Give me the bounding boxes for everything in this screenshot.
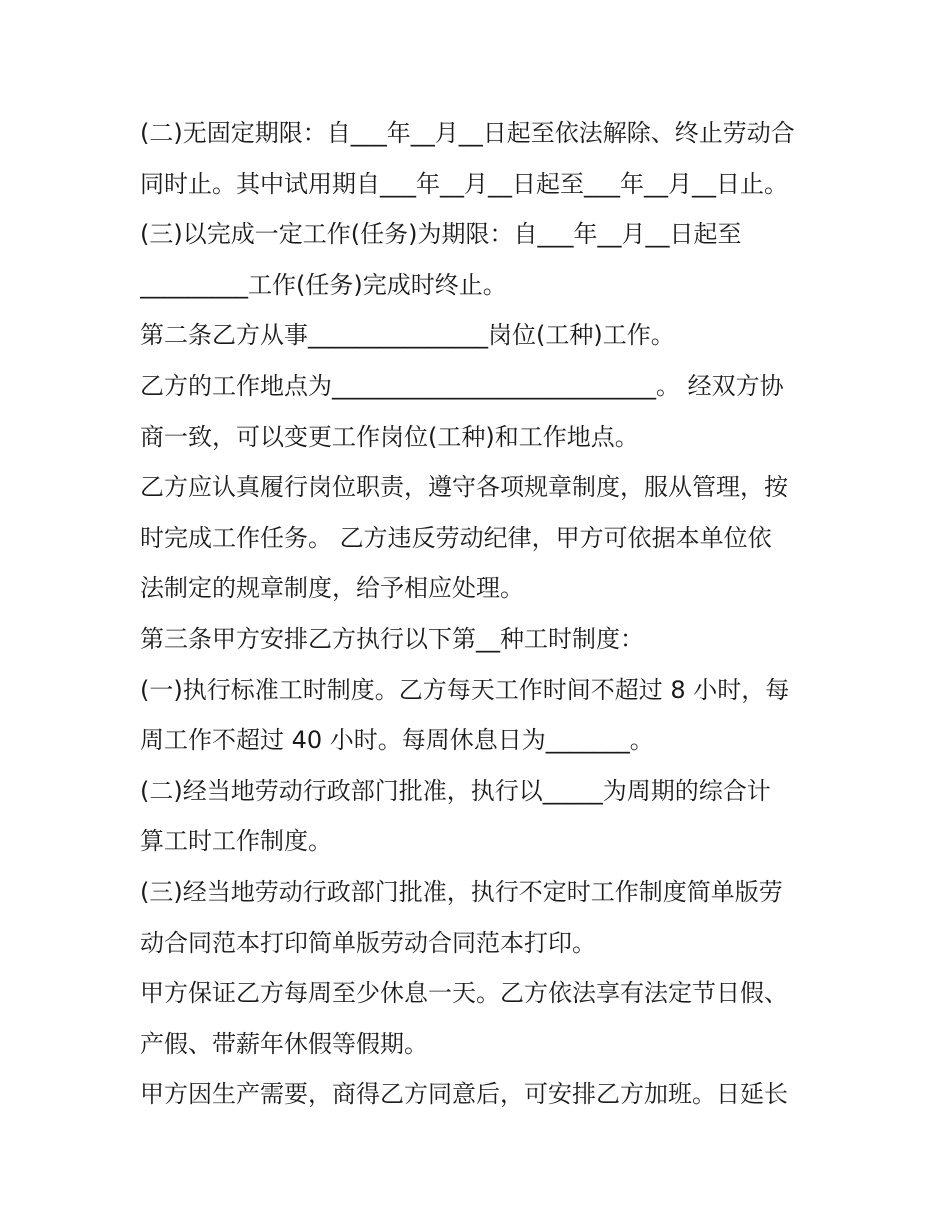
text-line: 周工作不超过 40 小时。每周休息日为_______。 [140, 726, 654, 755]
text-line: 第二条乙方从事_______________岗位(工种)工作。 [140, 321, 675, 350]
text-line: _________工作(任务)完成时终止。 [140, 270, 507, 299]
text-line: 产假、带薪年休假等假期。 [140, 1029, 428, 1058]
text-line: (一)执行标准工时制度。乙方每天工作时间不超过 8 小时，每 [140, 675, 790, 704]
text-line: (二)经当地劳动行政部门批准，执行以_____为周期的综合计 [140, 776, 771, 805]
text-line: 甲方因生产需要，商得乙方同意后，可安排乙方加班。日延长 [140, 1080, 788, 1109]
text-line: 乙方应认真履行岗位职责，遵守各项规章制度，服从管理，按 [140, 473, 788, 502]
text-line: 时完成工作任务。 乙方违反劳动纪律，甲方可依据本单位依 [140, 523, 772, 552]
text-line: 法制定的规章制度，给予相应处理。 [140, 574, 524, 603]
text-line: 动合同范本打印简单版劳动合同范本打印。 [140, 928, 596, 957]
text-line: (二)无固定期限：自___年__月__日起至依法解除、终止劳动合 [140, 119, 795, 147]
text-line: 乙方的工作地点为___________________________。 经双方协 [140, 371, 784, 400]
text-line: 第三条甲方安排乙方执行以下第__种工时制度： [140, 624, 644, 653]
document-body [140, 108, 830, 1120]
text-line: 甲方保证乙方每周至少休息一天。乙方依法享有法定节日假、 [140, 979, 788, 1008]
text-line: 商一致，可以变更工作岗位(工种)和工作地点。 [140, 422, 639, 451]
text-line: 算工时工作制度。 [140, 827, 332, 856]
text-line: 同时止。其中试用期自___年__月__日起至___年__月__日止。 [140, 169, 788, 198]
text-line: (三)经当地劳动行政部门批准，执行不定时工作制度简单版劳 [140, 877, 783, 906]
text-line: (三)以完成一定工作(任务)为期限：自___年__月__日起至 [140, 220, 742, 249]
